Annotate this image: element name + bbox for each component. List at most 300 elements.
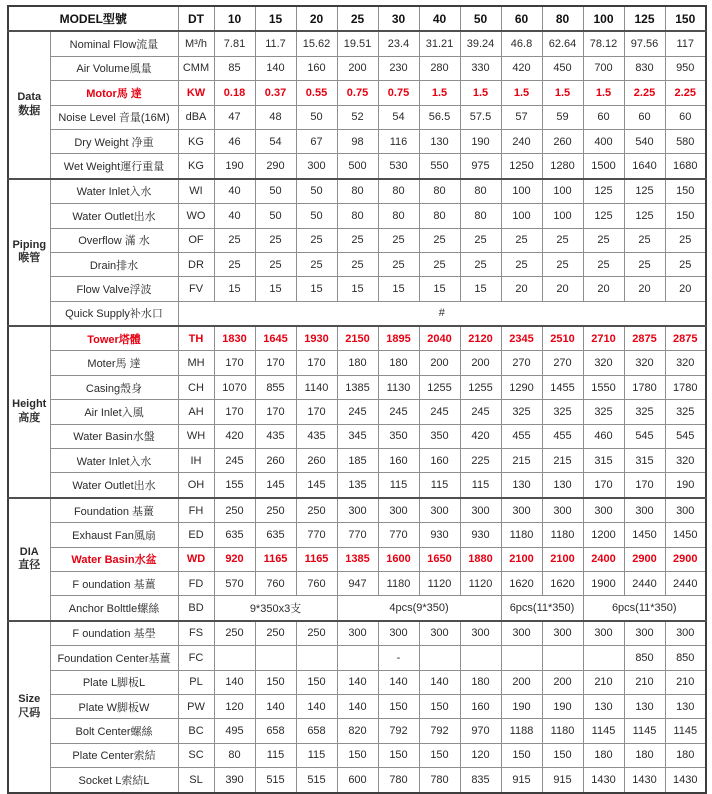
value-cell: 850: [624, 646, 665, 670]
value-cell: 1620: [501, 571, 542, 595]
value-cell: 50: [296, 179, 337, 204]
value-cell: 325: [542, 400, 583, 424]
value-cell: 500: [337, 154, 378, 179]
value-cell: 780: [419, 768, 460, 793]
value-cell: 125: [624, 204, 665, 228]
value-cell: 215: [501, 449, 542, 473]
value-cell: 98: [337, 129, 378, 153]
spec-row: [8, 571, 706, 595]
value-cell: 300: [460, 498, 501, 523]
value-cell: 100: [501, 204, 542, 228]
value-cell: 210: [665, 670, 706, 694]
value-cell: 1200: [583, 523, 624, 547]
value-cell: 1780: [665, 375, 706, 399]
value-cell: 140: [255, 694, 296, 718]
row-label: Exhaust Fan風扇: [50, 523, 178, 547]
merged-value-cell: 9*350x3支: [214, 596, 337, 621]
value-cell: 245: [337, 400, 378, 424]
value-cell: 240: [501, 129, 542, 153]
value-cell: 180: [583, 743, 624, 767]
value-cell: 1645: [255, 326, 296, 351]
row-code: IH: [178, 449, 214, 473]
value-cell: 1780: [624, 375, 665, 399]
row-code: KW: [178, 81, 214, 105]
value-cell: 245: [460, 400, 501, 424]
value-cell: 25: [624, 228, 665, 252]
value-cell: 78.12: [583, 31, 624, 56]
value-cell: 15: [460, 277, 501, 301]
value-cell: 915: [542, 768, 583, 793]
value-cell: 1280: [542, 154, 583, 179]
value-cell: 150: [296, 670, 337, 694]
value-cell: 25: [296, 228, 337, 252]
value-cell: 300: [624, 621, 665, 646]
spec-row: [8, 252, 706, 276]
value-cell: 1620: [542, 571, 583, 595]
value-cell: [542, 646, 583, 670]
value-cell: 140: [296, 694, 337, 718]
value-cell: 400: [583, 129, 624, 153]
model-column-header: 150: [665, 6, 706, 31]
value-cell: 300: [378, 498, 419, 523]
value-cell: 1.5: [501, 81, 542, 105]
value-cell: 150: [665, 179, 706, 204]
value-cell: 115: [296, 743, 337, 767]
group-label-en: Data: [17, 91, 42, 104]
value-cell: 300: [378, 621, 419, 646]
value-cell: 1165: [296, 547, 337, 571]
value-cell: 80: [214, 743, 255, 767]
value-cell: 2.25: [665, 81, 706, 105]
value-cell: 350: [419, 424, 460, 448]
value-cell: 760: [255, 571, 296, 595]
value-cell: 80: [337, 204, 378, 228]
value-cell: 117: [665, 31, 706, 56]
cooling-tower-spec-table: [7, 5, 707, 794]
row-label: Casing殼身: [50, 375, 178, 399]
value-cell: 170: [214, 351, 255, 375]
value-cell: 300: [419, 498, 460, 523]
value-cell: 250: [214, 621, 255, 646]
value-cell: 170: [214, 400, 255, 424]
spec-row: [8, 498, 706, 523]
value-cell: 62.64: [542, 31, 583, 56]
value-cell: 250: [214, 498, 255, 523]
merged-value-cell: #: [178, 301, 706, 326]
value-cell: 245: [214, 449, 255, 473]
value-cell: 300: [583, 621, 624, 646]
value-cell: 300: [624, 498, 665, 523]
value-cell: 530: [378, 154, 419, 179]
value-cell: 20: [501, 277, 542, 301]
value-cell: 1500: [583, 154, 624, 179]
value-cell: 1.5: [542, 81, 583, 105]
row-code: AH: [178, 400, 214, 424]
group-label: [8, 179, 50, 326]
row-code: KG: [178, 154, 214, 179]
row-code: M³/h: [178, 31, 214, 56]
spec-row: [8, 547, 706, 571]
value-cell: 170: [255, 351, 296, 375]
value-cell: 300: [460, 621, 501, 646]
value-cell: -: [378, 646, 419, 670]
value-cell: 25: [501, 228, 542, 252]
value-cell: 20: [583, 277, 624, 301]
value-cell: 23.4: [378, 31, 419, 56]
row-label: Air Inlet入風: [50, 400, 178, 424]
value-cell: 140: [419, 670, 460, 694]
row-label: Flow Valve浮波: [50, 277, 178, 301]
value-cell: 170: [296, 400, 337, 424]
model-column-header: 80: [542, 6, 583, 31]
value-cell: 280: [419, 56, 460, 80]
value-cell: 25: [665, 228, 706, 252]
value-cell: 760: [296, 571, 337, 595]
value-cell: 1145: [624, 719, 665, 743]
value-cell: 920: [214, 547, 255, 571]
value-cell: 150: [501, 743, 542, 767]
value-cell: 67: [296, 129, 337, 153]
group-label-en: Piping: [12, 238, 47, 251]
spec-row: [8, 105, 706, 129]
value-cell: 2440: [624, 571, 665, 595]
value-cell: 635: [214, 523, 255, 547]
value-cell: 155: [214, 473, 255, 498]
model-header: MODEL型號: [8, 6, 178, 31]
value-cell: 145: [296, 473, 337, 498]
value-cell: 170: [296, 351, 337, 375]
group-label-zh: 尺码: [18, 706, 41, 719]
value-cell: 2345: [501, 326, 542, 351]
spec-row: [8, 719, 706, 743]
value-cell: 85: [214, 56, 255, 80]
value-cell: 1180: [378, 571, 419, 595]
model-column-header: 30: [378, 6, 419, 31]
merged-value-cell: 6pcs(11*350): [501, 596, 583, 621]
value-cell: 46.8: [501, 31, 542, 56]
value-cell: 80: [419, 204, 460, 228]
value-cell: [419, 646, 460, 670]
value-cell: 300: [665, 498, 706, 523]
row-code: PL: [178, 670, 214, 694]
row-code: OH: [178, 473, 214, 498]
value-cell: 1145: [583, 719, 624, 743]
value-cell: 390: [214, 768, 255, 793]
value-cell: 1830: [214, 326, 255, 351]
model-column-header: 25: [337, 6, 378, 31]
spec-row: [8, 204, 706, 228]
value-cell: 25: [378, 228, 419, 252]
value-cell: 20: [665, 277, 706, 301]
header-row: [8, 6, 706, 31]
value-cell: 150: [542, 743, 583, 767]
value-cell: 540: [624, 129, 665, 153]
spec-row: [8, 400, 706, 424]
value-cell: 115: [378, 473, 419, 498]
row-code: FS: [178, 621, 214, 646]
value-cell: 190: [460, 129, 501, 153]
value-cell: 570: [214, 571, 255, 595]
value-cell: 120: [214, 694, 255, 718]
value-cell: 1900: [583, 571, 624, 595]
value-cell: 160: [296, 56, 337, 80]
value-cell: 1450: [665, 523, 706, 547]
value-cell: 50: [296, 105, 337, 129]
value-cell: 1180: [542, 719, 583, 743]
value-cell: 300: [419, 621, 460, 646]
value-cell: 325: [501, 400, 542, 424]
value-cell: 25: [214, 252, 255, 276]
value-cell: 300: [583, 498, 624, 523]
row-label: Plate Center索結: [50, 743, 178, 767]
value-cell: 270: [501, 351, 542, 375]
value-cell: 25: [255, 252, 296, 276]
model-column-header: 50: [460, 6, 501, 31]
value-cell: 1145: [665, 719, 706, 743]
row-label: Water Outlet出水: [50, 204, 178, 228]
value-cell: 140: [255, 56, 296, 80]
row-code: WO: [178, 204, 214, 228]
row-label: Bolt Center螺絲: [50, 719, 178, 743]
value-cell: 2440: [665, 571, 706, 595]
value-cell: 2400: [583, 547, 624, 571]
value-cell: 2900: [624, 547, 665, 571]
value-cell: 1.5: [583, 81, 624, 105]
value-cell: 250: [255, 621, 296, 646]
value-cell: 460: [583, 424, 624, 448]
model-column-header: 20: [296, 6, 337, 31]
spec-row: [8, 621, 706, 646]
value-cell: 25: [419, 252, 460, 276]
value-cell: 47: [214, 105, 255, 129]
row-code: ED: [178, 523, 214, 547]
value-cell: 450: [542, 56, 583, 80]
merged-value-cell: 6pcs(11*350): [583, 596, 706, 621]
value-cell: 250: [255, 498, 296, 523]
value-cell: 11.7: [255, 31, 296, 56]
value-cell: 320: [665, 449, 706, 473]
row-label: Motor馬 達: [50, 81, 178, 105]
value-cell: 420: [501, 56, 542, 80]
spec-row: [8, 129, 706, 153]
model-column-header: 10: [214, 6, 255, 31]
value-cell: 15: [214, 277, 255, 301]
value-cell: 300: [665, 621, 706, 646]
group-label-en: DIA: [19, 545, 39, 558]
value-cell: 115: [255, 743, 296, 767]
value-cell: 915: [501, 768, 542, 793]
value-cell: 115: [460, 473, 501, 498]
value-cell: 60: [665, 105, 706, 129]
value-cell: 320: [583, 351, 624, 375]
value-cell: 185: [337, 449, 378, 473]
row-code: KG: [178, 129, 214, 153]
value-cell: 1385: [337, 547, 378, 571]
value-cell: 245: [378, 400, 419, 424]
value-cell: 315: [583, 449, 624, 473]
value-cell: 39.24: [460, 31, 501, 56]
spec-row: [8, 81, 706, 105]
value-cell: 130: [501, 473, 542, 498]
value-cell: 0.37: [255, 81, 296, 105]
value-cell: 59: [542, 105, 583, 129]
value-cell: 190: [665, 473, 706, 498]
row-code: PW: [178, 694, 214, 718]
value-cell: 25: [337, 228, 378, 252]
row-label: Wet Weight運行重量: [50, 154, 178, 179]
value-cell: 54: [255, 129, 296, 153]
value-cell: 25: [214, 228, 255, 252]
value-cell: 950: [665, 56, 706, 80]
value-cell: 658: [296, 719, 337, 743]
value-cell: 930: [460, 523, 501, 547]
value-cell: 300: [296, 154, 337, 179]
value-cell: 260: [542, 129, 583, 153]
spec-row: [8, 768, 706, 793]
spec-row: [8, 326, 706, 351]
value-cell: 2710: [583, 326, 624, 351]
value-cell: 25: [665, 252, 706, 276]
value-cell: 57.5: [460, 105, 501, 129]
value-cell: 320: [665, 351, 706, 375]
value-cell: 300: [337, 498, 378, 523]
value-cell: 160: [378, 449, 419, 473]
value-cell: 315: [624, 449, 665, 473]
row-code: BC: [178, 719, 214, 743]
spec-row: [8, 301, 706, 326]
value-cell: 2875: [624, 326, 665, 351]
value-cell: 1255: [460, 375, 501, 399]
value-cell: [214, 646, 255, 670]
group-label-zh: 高度: [18, 411, 41, 424]
value-cell: 25: [542, 228, 583, 252]
value-cell: 1895: [378, 326, 419, 351]
value-cell: 170: [624, 473, 665, 498]
row-label: Foundation Center基薑: [50, 646, 178, 670]
value-cell: 160: [460, 694, 501, 718]
value-cell: 140: [337, 670, 378, 694]
value-cell: 580: [665, 129, 706, 153]
value-cell: 190: [501, 694, 542, 718]
row-label: Dry Weight 净重: [50, 129, 178, 153]
row-label: Quick Supply补水口: [50, 301, 178, 326]
value-cell: 1430: [665, 768, 706, 793]
row-code: MH: [178, 351, 214, 375]
spec-row: [8, 523, 706, 547]
group-label: [8, 326, 50, 498]
spec-row: [8, 154, 706, 179]
row-code: DR: [178, 252, 214, 276]
value-cell: 770: [378, 523, 419, 547]
value-cell: 245: [419, 400, 460, 424]
value-cell: 1290: [501, 375, 542, 399]
group-label-en: Size: [18, 692, 41, 705]
value-cell: 60: [583, 105, 624, 129]
value-cell: 150: [255, 670, 296, 694]
value-cell: 210: [583, 670, 624, 694]
row-label: Water Basin水盆: [50, 547, 178, 571]
spec-row: [8, 179, 706, 204]
value-cell: 25: [624, 252, 665, 276]
row-label: Water Inlet入水: [50, 179, 178, 204]
value-cell: 25: [460, 252, 501, 276]
value-cell: 820: [337, 719, 378, 743]
spec-row: [8, 56, 706, 80]
value-cell: 1430: [624, 768, 665, 793]
value-cell: 2900: [665, 547, 706, 571]
row-label: Moter馬 達: [50, 351, 178, 375]
value-cell: 300: [501, 498, 542, 523]
value-cell: 330: [460, 56, 501, 80]
value-cell: 180: [337, 351, 378, 375]
value-cell: 2120: [460, 326, 501, 351]
spec-row: [8, 277, 706, 301]
value-cell: 1680: [665, 154, 706, 179]
value-cell: 160: [419, 449, 460, 473]
row-label: Water Outlet出水: [50, 473, 178, 498]
value-cell: 135: [337, 473, 378, 498]
value-cell: 200: [542, 670, 583, 694]
value-cell: 15: [296, 277, 337, 301]
value-cell: 250: [296, 498, 337, 523]
value-cell: 600: [337, 768, 378, 793]
value-cell: 0.55: [296, 81, 337, 105]
value-cell: 15: [337, 277, 378, 301]
value-cell: 350: [378, 424, 419, 448]
value-cell: 100: [542, 204, 583, 228]
value-cell: 830: [624, 56, 665, 80]
value-cell: 1140: [296, 375, 337, 399]
row-label: F oundation 基薑: [50, 571, 178, 595]
value-cell: [296, 646, 337, 670]
value-cell: 855: [255, 375, 296, 399]
value-cell: 1450: [624, 523, 665, 547]
value-cell: 150: [665, 204, 706, 228]
model-column-header: 100: [583, 6, 624, 31]
row-label: Socket L索結L: [50, 768, 178, 793]
value-cell: 0.18: [214, 81, 255, 105]
spec-row: [8, 375, 706, 399]
value-cell: 300: [501, 621, 542, 646]
value-cell: 120: [460, 743, 501, 767]
value-cell: 495: [214, 719, 255, 743]
value-cell: 1188: [501, 719, 542, 743]
value-cell: 140: [214, 670, 255, 694]
group-label: [8, 31, 50, 178]
value-cell: 250: [296, 621, 337, 646]
value-cell: 150: [378, 694, 419, 718]
value-cell: 975: [460, 154, 501, 179]
value-cell: 150: [419, 694, 460, 718]
value-cell: 150: [419, 743, 460, 767]
value-cell: 125: [583, 179, 624, 204]
value-cell: 145: [255, 473, 296, 498]
value-cell: 1640: [624, 154, 665, 179]
group-label: [8, 621, 50, 793]
value-cell: [255, 646, 296, 670]
value-cell: 200: [460, 351, 501, 375]
value-cell: 56.5: [419, 105, 460, 129]
value-cell: 20: [624, 277, 665, 301]
row-code: OF: [178, 228, 214, 252]
value-cell: 455: [501, 424, 542, 448]
value-cell: 300: [542, 498, 583, 523]
value-cell: 2150: [337, 326, 378, 351]
value-cell: 1600: [378, 547, 419, 571]
row-code: FV: [178, 277, 214, 301]
value-cell: 57: [501, 105, 542, 129]
value-cell: 46: [214, 129, 255, 153]
